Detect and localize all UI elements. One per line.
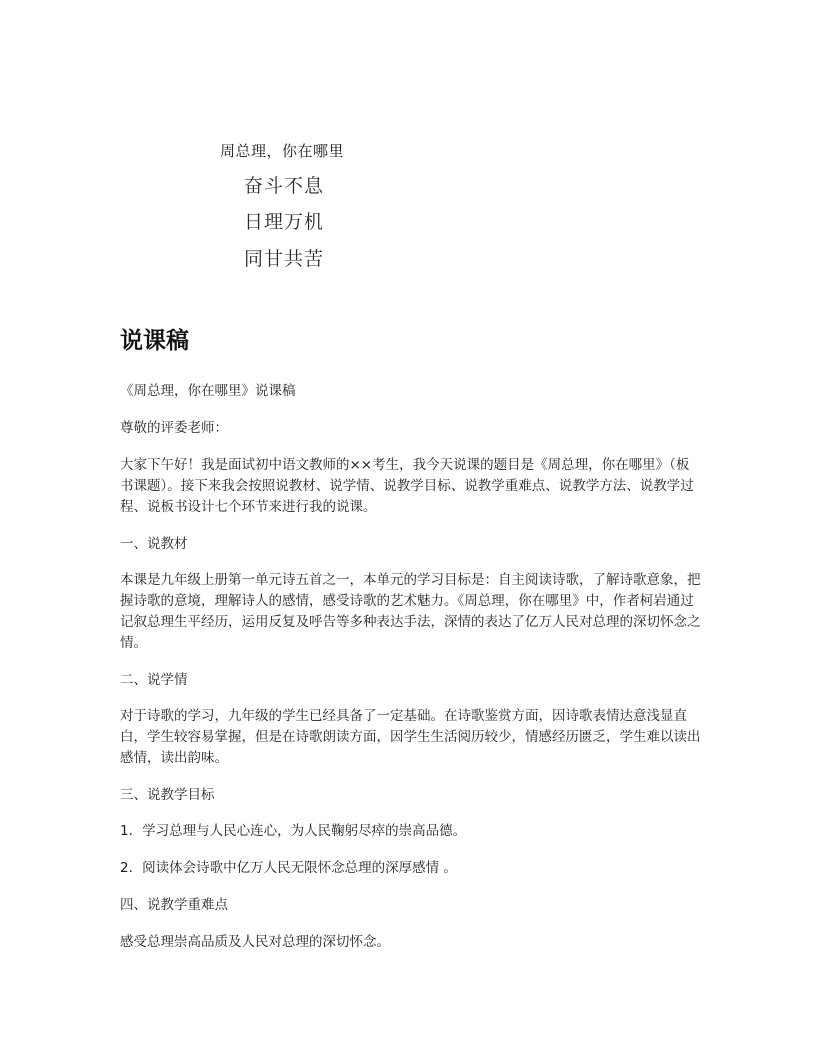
blackboard-item: 奋斗不息 (244, 175, 325, 197)
keypoints-paragraph: 感受总理崇高品质及人民对总理的深切怀念。 (120, 934, 390, 950)
section-heading-textbook: 一、说教材 (120, 536, 188, 552)
section-heading-students: 二、说学情 (120, 672, 188, 688)
document-subtitle: 《周总理，你在哪里》说课稿 (120, 383, 296, 399)
students-paragraph: 对于诗歌的学习，九年级的学生已经具备了一定基础。在诗歌鉴赏方面，因诗歌表情达意浅显直白，学生较容易掌握，但是在诗歌朗读方面，因学生生活阅历较少，情感经历匮乏，学生难以读出感情，读出韵味。 (120, 708, 701, 766)
section-heading-goals: 三、说教学目标 (120, 787, 215, 803)
intro-paragraph: 大家下午好！我是面试初中语文教师的××考生，我今天说课的题目是《周总理，你在哪里》（板书课题）。接下来我会按照说教材、说学情、说教学目标、说教学重难点、说教学方法、说教学过程、说板书设计七个环节来进行我的说课。 (120, 457, 694, 515)
greeting-paragraph: 尊敬的评委老师： (120, 420, 228, 436)
blackboard-item: 日理万机 (244, 211, 325, 233)
blackboard-title: 周总理，你在哪里 (220, 142, 345, 160)
section-heading-keypoints: 四、说教学重难点 (120, 897, 228, 913)
document-heading: 说课稿 (120, 328, 189, 354)
goal-item: 1．学习总理与人民心连心，为人民鞠躬尽瘁的崇高品德。 (120, 823, 467, 839)
textbook-paragraph: 本课是九年级上册第一单元诗五首之一，本单元的学习目标是：自主阅读诗歌，了解诗歌意象，把握诗歌的意境，理解诗人的感情，感受诗歌的艺术魅力。《周总理，你在哪里》中，作者柯岩通过记叙总理生平经历，运用反复及呼告等多种表达手法，深情的表达了亿万人民对总理的深切怀念之情。 (120, 572, 701, 651)
blackboard-item: 同甘共苦 (244, 248, 325, 270)
goal-item: 2．阅读体会诗歌中亿万人民无限怀念总理的深厚感情 。 (120, 860, 457, 876)
